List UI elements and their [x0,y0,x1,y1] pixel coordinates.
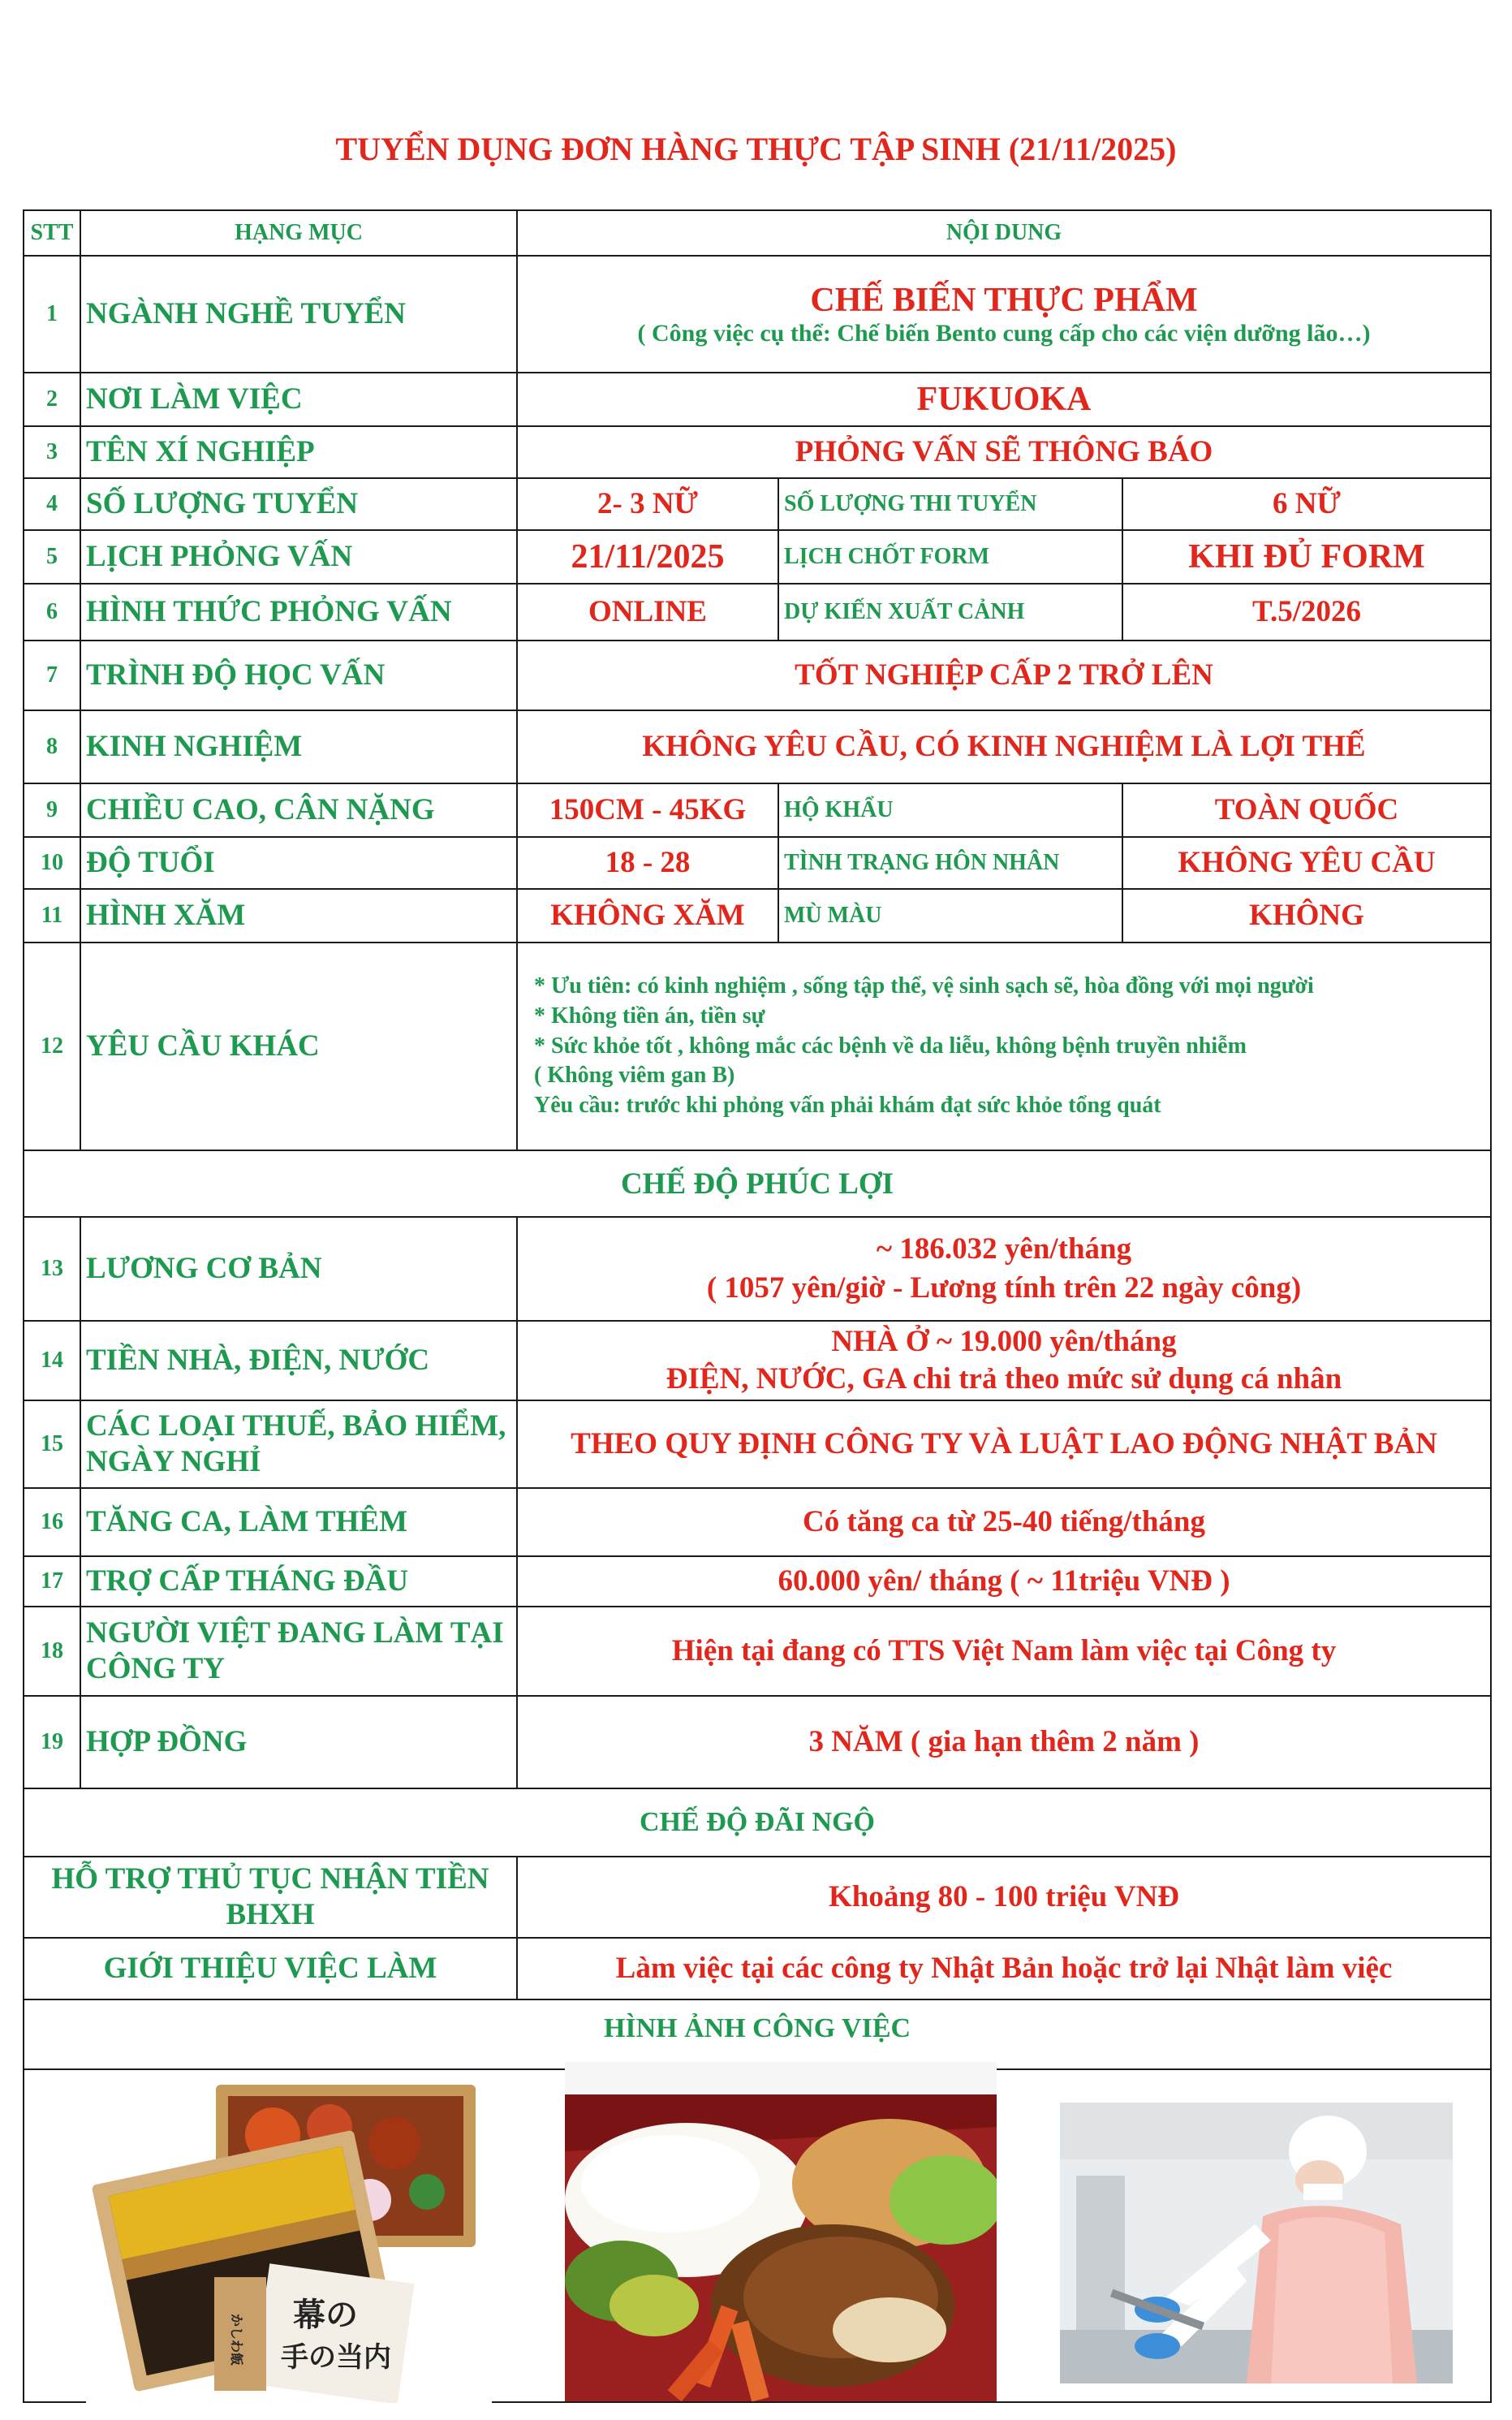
benefit-value: Khoảng 80 - 100 triệu VNĐ [517,1857,1491,1938]
row-label: TĂNG CA, LÀM THÊM [80,1488,517,1556]
row-subvalue: KHI ĐỦ FORM [1122,530,1491,584]
row-value: PHỎNG VẤN SẼ THÔNG BÁO [517,426,1491,478]
row-value: KHÔNG XĂM [517,889,778,943]
benefit-value: Làm việc tại các công ty Nhật Bản hoặc trở lại Nhật làm việc [517,1938,1491,1999]
benefit-row [24,1857,1491,1938]
row-label: TÊN XÍ NGHIỆP [80,426,517,478]
row-value: 3 NĂM ( gia hạn thêm 2 năm ) [517,1696,1491,1788]
requirement-line: Yêu cầu: trước khi phỏng vấn phải khám đạt sức khỏe tổng quát [534,1093,1161,1119]
row-number: 1 [24,256,80,373]
benefit-label: GIỚI THIỆU VIỆC LÀM [24,1938,517,1999]
row-subvalue: TOÀN QUỐC [1122,783,1491,837]
row-number: 13 [24,1217,80,1321]
table-row [24,710,1491,783]
row-number: 11 [24,889,80,943]
row-subvalue: T.5/2026 [1122,584,1491,641]
row-label: LƯƠNG CƠ BẢN [80,1217,517,1321]
row-sublabel: TÌNH TRẠNG HÔN NHÂN [778,837,1122,889]
row-label: YÊU CẦU KHÁC [80,943,517,1150]
header-category: HẠNG MỤC [80,210,517,256]
salary-note: ( 1057 yên/giờ - Lương tính trên 22 ngày công) [706,1271,1302,1305]
row-label: TIỀN NHÀ, ĐIỆN, NƯỚC [80,1321,517,1400]
row-subvalue: KHÔNG [1122,889,1491,943]
row-number: 14 [24,1321,80,1400]
row-number: 4 [24,478,80,530]
row-number: 10 [24,837,80,889]
table-row [24,641,1491,710]
row-number: 12 [24,943,80,1150]
row-value: THEO QUY ĐỊNH CÔNG TY VÀ LUẬT LAO ĐỘNG NHẬT BẢN [517,1400,1491,1488]
salary-value: ~ 186.032 yên/tháng [876,1232,1132,1266]
row-value: KHÔNG YÊU CẦU, CÓ KINH NGHIỆM LÀ LỢI THẾ [517,710,1491,783]
row-label: LỊCH PHỎNG VẤN [80,530,517,584]
table-row [24,943,1491,1150]
row-number: 5 [24,530,80,584]
benefit-label: HỖ TRỢ THỦ TỤC NHẬN TIỀN BHXH [24,1857,517,1938]
table-row [24,1607,1491,1696]
section-row [24,1788,1491,1857]
row-value [517,1321,1491,1400]
table-row [24,478,1491,530]
row-number: 19 [24,1696,80,1788]
table-row [24,426,1491,478]
row-sublabel: LỊCH CHỐT FORM [778,530,1122,584]
header-stt: STT [24,210,80,256]
bento-label-1: 幕の [293,2297,358,2334]
plate-photo [565,2062,997,2401]
table-row [24,783,1491,837]
table-row [24,1696,1491,1788]
row-number: 17 [24,1556,80,1607]
row-label: ĐỘ TUỔI [80,837,517,889]
requirement-line: * Không tiền án, tiền sự [534,1003,765,1029]
row-label: HÌNH XĂM [80,889,517,943]
row-value: 2- 3 NỮ [517,478,778,530]
table-row [24,837,1491,889]
row-value: FUKUOKA [517,373,1491,426]
row-value: ONLINE [517,584,778,641]
requirements-list [517,943,1491,1150]
job-title: CHẾ BIẾN THỰC PHẨM [810,282,1198,319]
row-value: 21/11/2025 [517,530,778,584]
page-title: TUYỂN DỤNG ĐƠN HÀNG THỰC TẬP SINH (21/11/2025) [335,131,1177,167]
table-row [24,584,1491,641]
row-label: SỐ LƯỢNG TUYỂN [80,478,517,530]
section-row [24,1150,1491,1217]
table-header-row [24,210,1491,256]
row-value: 150CM - 45KG [517,783,778,837]
row-sublabel: HỘ KHẨU [778,783,1122,837]
bento-box-text: かしわ飯 [229,2314,244,2366]
table-row [24,1217,1491,1321]
benefit-row [24,1938,1491,1999]
row-label: TRỢ CẤP THÁNG ĐẦU [80,1556,517,1607]
requirement-line: ( Không viêm gan B) [534,1063,735,1089]
row-number: 7 [24,641,80,710]
row-value: Có tăng ca từ 25-40 tiếng/tháng [517,1488,1491,1556]
row-number: 8 [24,710,80,783]
header-content: NỘI DUNG [517,210,1491,256]
row-number: 16 [24,1488,80,1556]
housing-note: ĐIỆN, NƯỚC, GA chi trả theo mức sử dụng cá nhân [666,1362,1342,1395]
row-value: 60.000 yên/ tháng ( ~ 11triệu VNĐ ) [517,1556,1491,1607]
row-label: TRÌNH ĐỘ HỌC VẤN [80,641,517,710]
row-number: 15 [24,1400,80,1488]
row-label: NGƯỜI VIỆT ĐANG LÀM TẠI CÔNG TY [80,1607,517,1696]
table-row [24,530,1491,584]
row-sublabel: DỰ KIẾN XUẤT CẢNH [778,584,1122,641]
table-row [24,256,1491,373]
housing-value: NHÀ Ở ~ 19.000 yên/tháng [831,1324,1177,1358]
section-benefits-title: CHẾ ĐỘ ĐÃI NGỘ [24,1788,1491,1857]
row-label: KINH NGHIỆM [80,710,517,783]
row-sublabel: MÙ MÀU [778,889,1122,943]
row-value: Hiện tại đang có TTS Việt Nam làm việc tại Công ty [517,1607,1491,1696]
row-label: HỢP ĐỒNG [80,1696,517,1788]
row-value: 18 - 28 [517,837,778,889]
row-number: 9 [24,783,80,837]
row-subvalue: 6 NỮ [1122,478,1491,530]
section-welfare-title: CHẾ ĐỘ PHÚC LỢI [24,1150,1491,1217]
row-sublabel: SỐ LƯỢNG THI TUYỂN [778,478,1122,530]
row-number: 6 [24,584,80,641]
row-value [517,256,1491,373]
row-label: CÁC LOẠI THUẾ, BẢO HIỂM, NGÀY NGHỈ [80,1400,517,1488]
row-label: NGÀNH NGHỀ TUYỂN [80,256,517,373]
table-row [24,373,1491,426]
bento-photo [86,2078,492,2403]
row-label: NƠI LÀM VIỆC [80,373,517,426]
section-row [24,1999,1491,2069]
row-number: 3 [24,426,80,478]
section-photos-title: HÌNH ẢNH CÔNG VIỆC [24,1999,1491,2069]
bento-label-2: 手の当内 [281,2341,391,2374]
row-number: 2 [24,373,80,426]
row-value: TỐT NGHIỆP CẤP 2 TRỞ LÊN [517,641,1491,710]
row-label: CHIỀU CAO, CÂN NẶNG [80,783,517,837]
table-row [24,889,1491,943]
table-row [24,1556,1491,1607]
table-row [24,1488,1491,1556]
table-row [24,1400,1491,1488]
row-subvalue: KHÔNG YÊU CẦU [1122,837,1491,889]
requirement-line: * Ưu tiên: có kinh nghiệm , sống tập thể, vệ sinh sạch sẽ, hòa đồng với mọi người [534,973,1314,999]
row-value [517,1217,1491,1321]
worker-photo [1060,2103,1453,2383]
row-number: 18 [24,1607,80,1696]
requirement-line: * Sức khỏe tốt , không mắc các bệnh về da liễu, không bệnh truyền nhiễm [534,1033,1247,1059]
row-label: HÌNH THỨC PHỎNG VẤN [80,584,517,641]
table-row [24,1321,1491,1400]
job-note: ( Công việc cụ thể: Chế biến Bento cung cấp cho các viện dưỡng lão…) [637,320,1371,347]
